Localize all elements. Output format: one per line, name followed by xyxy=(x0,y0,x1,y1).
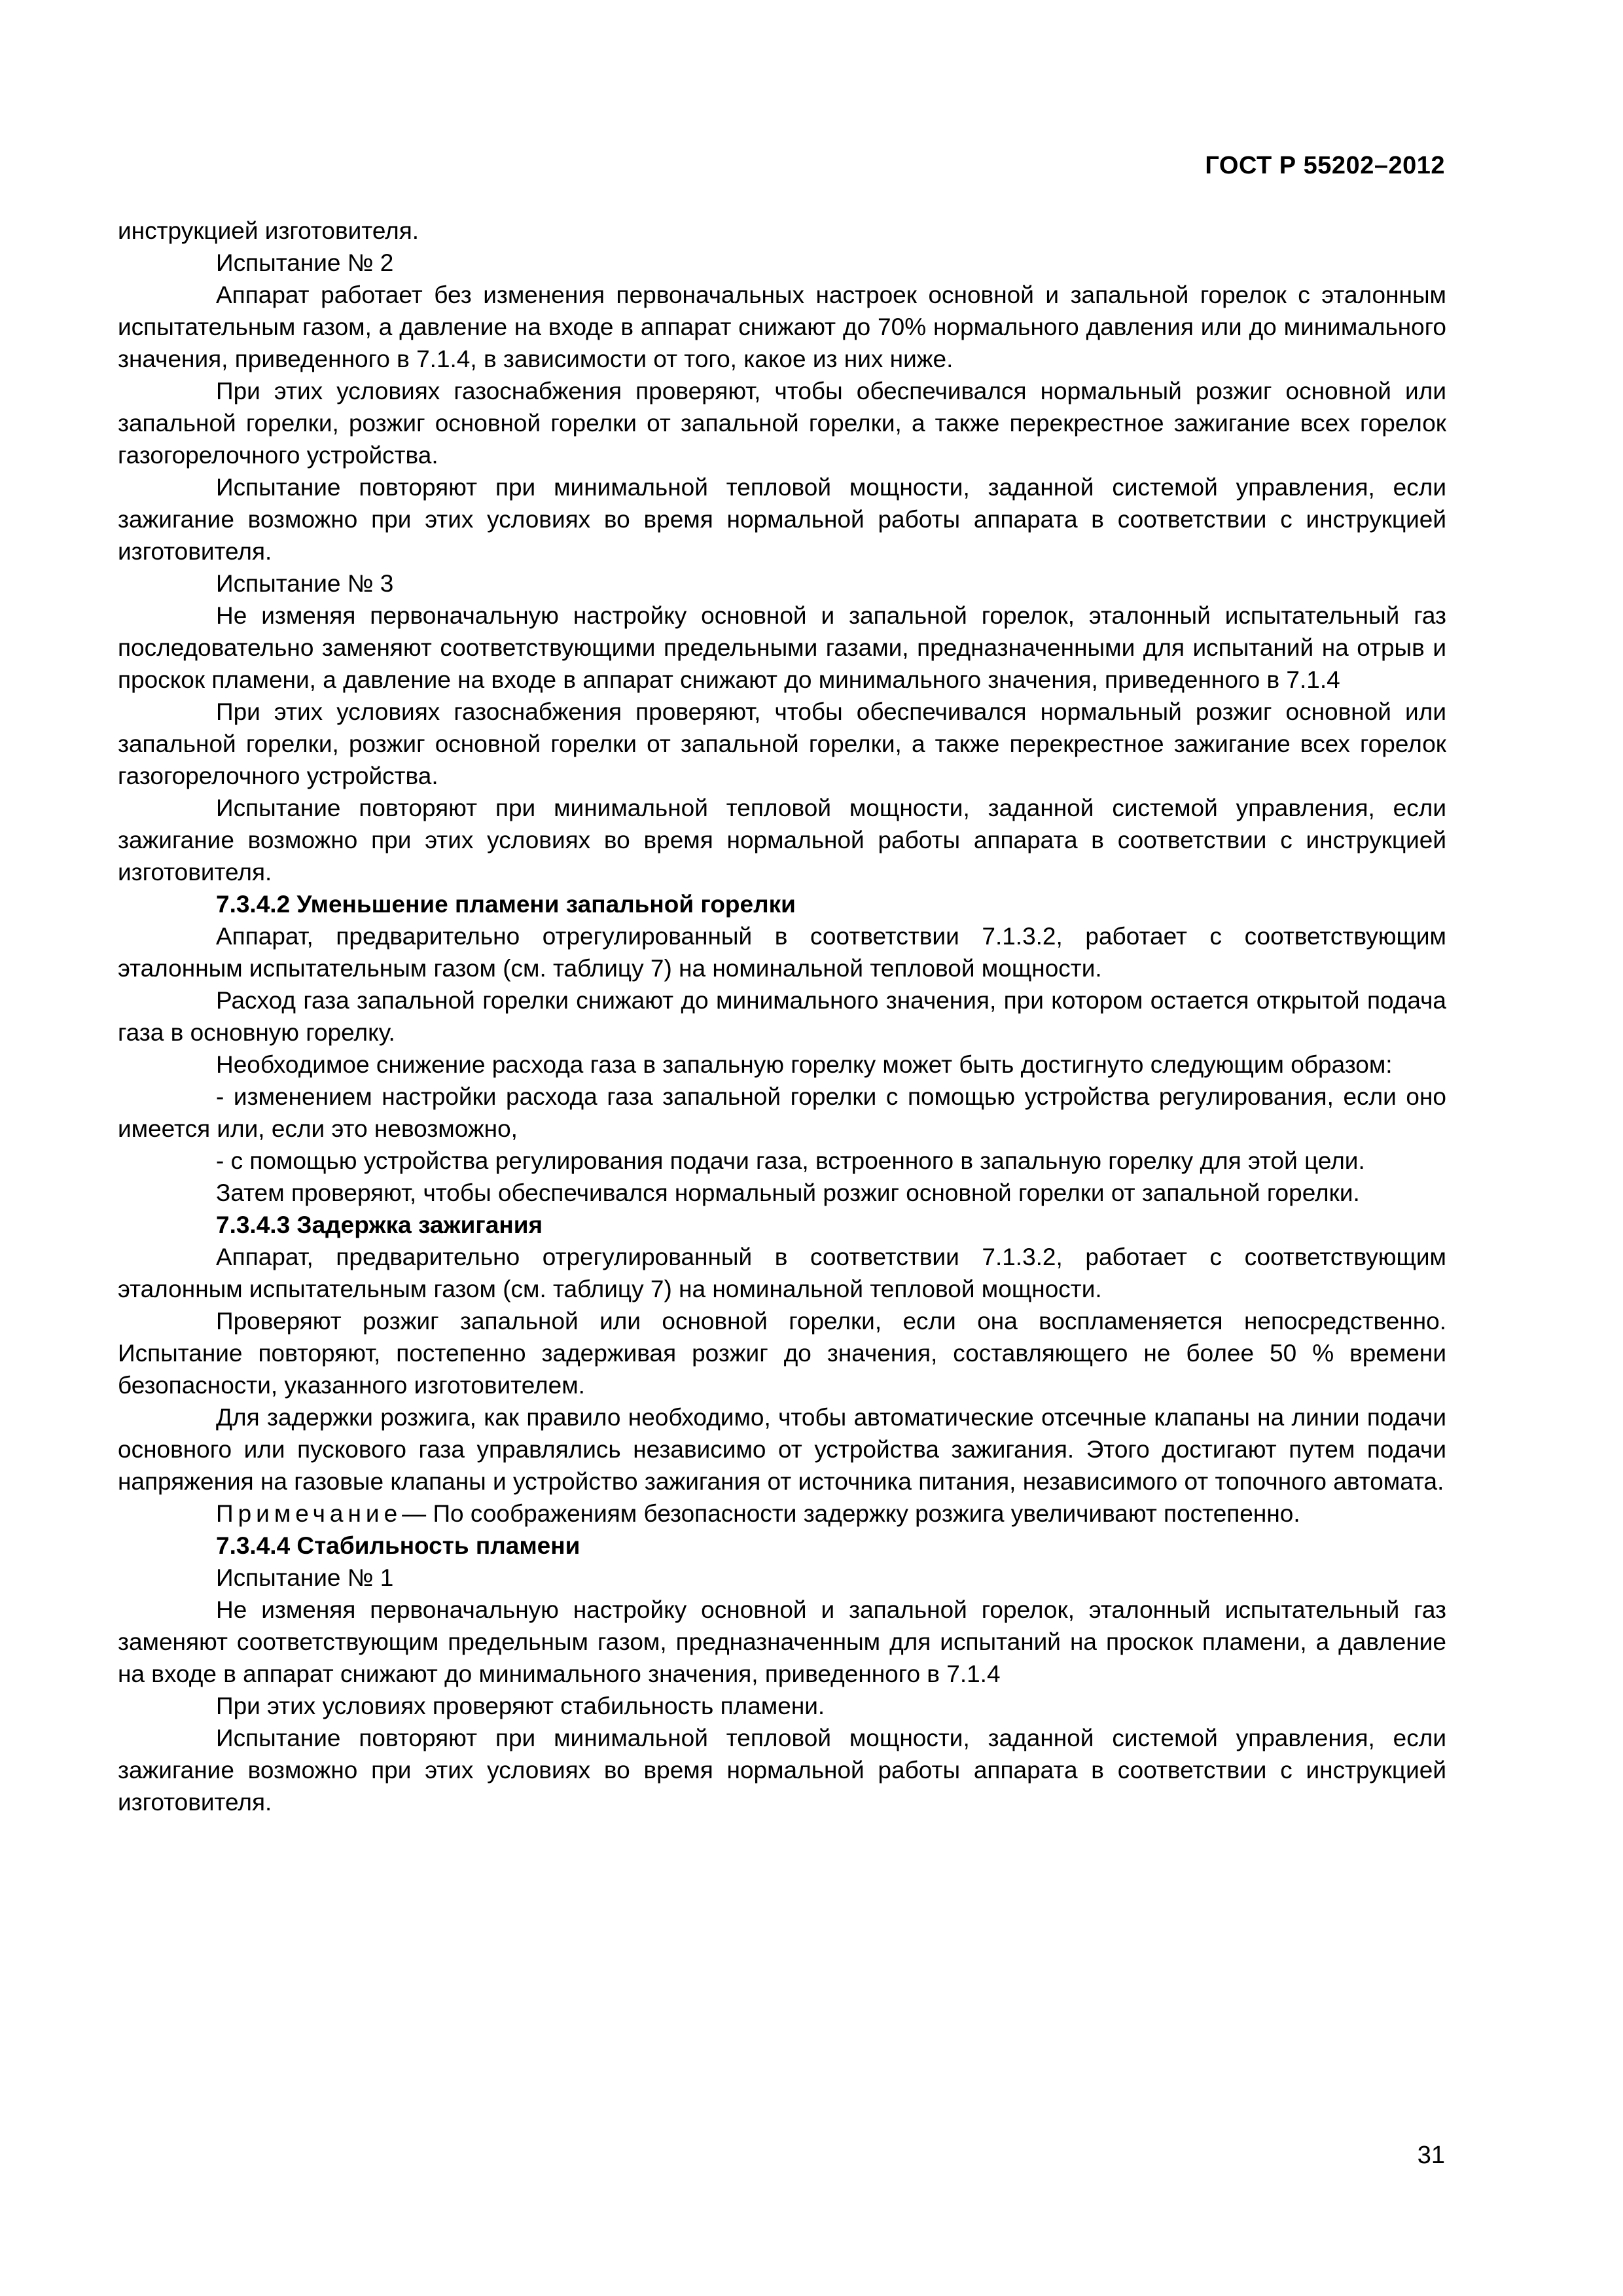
paragraph: Для задержки розжига, как правило необходимо, чтобы автоматические отсечные клапаны на линии подачи основного или пускового газа управлялись независимо от устройства зажигания. Этого достигают путем подачи напряжения на газовые клапаны и устройство зажигания от источника питания, независимого от топочного автомата. xyxy=(118,1404,1446,1495)
paragraph: Необходимое снижение расхода газа в запальную горелку может быть достигнуто следующим образом: xyxy=(216,1051,1393,1078)
page-number: 31 xyxy=(1417,2142,1445,2169)
paragraph: Аппарат, предварительно отрегулированный в соответствии 7.1.3.2, работает с соответствующим эталонным испытательным газом (см. таблицу 7) на номинальной тепловой мощности. xyxy=(118,1244,1446,1302)
list-item: - изменением настройки расхода газа запальной горелки с помощью устройства регулирования, если оно имеется или, если это невозможно, xyxy=(118,1083,1446,1142)
note-paragraph xyxy=(118,1498,1446,1530)
note-label: Примечание xyxy=(216,1500,402,1527)
paragraph: Затем проверяют, чтобы обеспечивался нормальный розжиг основной горелки от запальной горелки. xyxy=(216,1179,1360,1206)
paragraph: Расход газа запальной горелки снижают до минимального значения, при котором остается открытой подача газа в основную горелку. xyxy=(118,987,1446,1046)
paragraph: При этих условиях газоснабжения проверяют, чтобы обеспечивался нормальный розжиг основной или запальной горелки, розжиг основной горелки от запальной горелки, а также перекрестное зажигание всех горелок газогорелочного устройства. xyxy=(118,378,1446,469)
paragraph: Испытание повторяют при минимальной тепловой мощности, заданной системой управления, если зажигание возможно при этих условиях во время нормальной работы аппарата в соответствии с инструкцией изготовителя. xyxy=(118,795,1446,886)
paragraph: инструкцией изготовителя. xyxy=(118,217,419,244)
paragraph: Проверяют розжиг запальной или основной горелки, если она воспламеняется непосредственно. Испытание повторяют, постепенно задерживая розжиг до значения, составляющего не более 50 % времени безопасности, указанного изготовителем. xyxy=(118,1308,1446,1399)
paragraph: Аппарат, предварительно отрегулированный в соответствии 7.1.3.2, работает с соответствующим эталонным испытательным газом (см. таблицу 7) на номинальной тепловой мощности. xyxy=(118,923,1446,982)
paragraph: При этих условиях газоснабжения проверяют, чтобы обеспечивался нормальный розжиг основной или запальной горелки, розжиг основной горелки от запальной горелки, а также перекрестное зажигание всех горелок газогорелочного устройства. xyxy=(118,698,1446,789)
paragraph: Не изменяя первоначальную настройку основной и запальной горелок, эталонный испытательный газ последовательно заменяют соответствующими предельными газами, предназначенными для испытаний на отрыв и проскок пламени, а давление на входе в аппарат снижают до минимального значения, приведенного в 7.1.4 xyxy=(118,602,1446,693)
test-heading: Испытание № 2 xyxy=(216,249,394,276)
test-heading: Испытание № 3 xyxy=(216,570,394,597)
test-heading: Испытание № 1 xyxy=(216,1564,394,1591)
paragraph: Не изменяя первоначальную настройку основной и запальной горелок, эталонный испытательный газ заменяют соответствующим предельным газом, предназначенным для испытаний на проскок пламени, а давление на входе в аппарат снижают до минимального значения, приведенного в 7.1.4 xyxy=(118,1596,1446,1687)
list-item: - с помощью устройства регулирования подачи газа, встроенного в запальную горелку для этой цели. xyxy=(216,1147,1365,1174)
document-body xyxy=(118,215,1446,1818)
paragraph: Испытание повторяют при минимальной тепловой мощности, заданной системой управления, если зажигание возможно при этих условиях во время нормальной работы аппарата в соответствии с инструкцией изготовителя. xyxy=(118,1725,1446,1816)
paragraph: Испытание повторяют при минимальной тепловой мощности, заданной системой управления, если зажигание возможно при этих условиях во время нормальной работы аппарата в соответствии с инструкцией изготовителя. xyxy=(118,474,1446,565)
paragraph: Аппарат работает без изменения первоначальных настроек основной и запальной горелок с эталонным испытательным газом, а давление на входе в аппарат снижают до 70% нормального давления или до минимального значения, приведенного в 7.1.4, в зависимости от того, какое из них ниже. xyxy=(118,281,1446,372)
section-heading: 7.3.4.3 Задержка зажигания xyxy=(216,1211,543,1238)
note-text: — По соображениям безопасности задержку розжига увеличивают постепенно. xyxy=(402,1500,1300,1527)
paragraph: При этих условиях проверяют стабильность пламени. xyxy=(216,1693,825,1719)
section-heading: 7.3.4.4 Стабильность пламени xyxy=(216,1532,580,1559)
document-id-header: ГОСТ Р 55202–2012 xyxy=(1205,152,1445,179)
section-heading: 7.3.4.2 Уменьшение пламени запальной горелки xyxy=(216,891,796,918)
